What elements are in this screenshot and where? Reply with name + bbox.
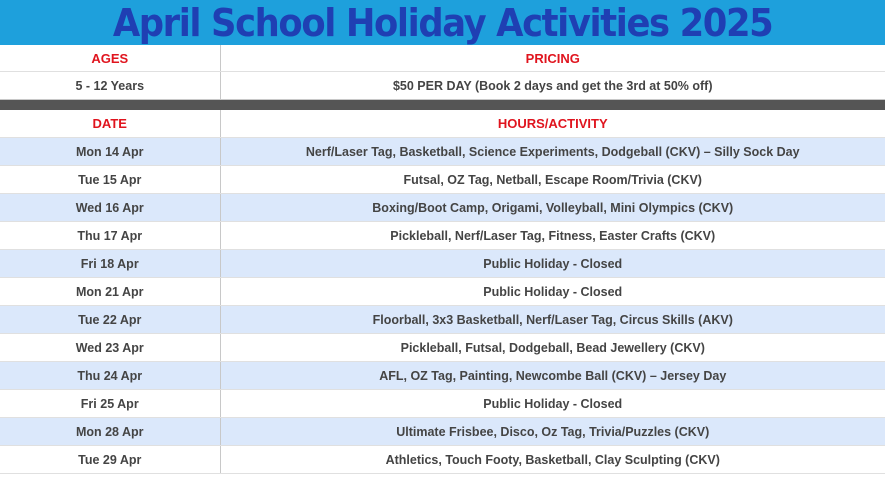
date-cell: Wed 23 Apr xyxy=(0,334,220,362)
activity-cell: Public Holiday - Closed xyxy=(220,250,885,278)
table-row xyxy=(0,418,885,446)
schedule-body xyxy=(0,138,885,474)
title-banner xyxy=(0,0,885,45)
activity-cell: Pickleball, Nerf/Laser Tag, Fitness, Easter Crafts (CKV) xyxy=(220,222,885,250)
table-row xyxy=(0,250,885,278)
pricing-header: PRICING xyxy=(220,45,885,72)
info-table xyxy=(0,45,885,100)
activity-cell: Floorball, 3x3 Basketball, Nerf/Laser Tag, Circus Skills (AKV) xyxy=(220,306,885,334)
table-row xyxy=(0,222,885,250)
schedule-table xyxy=(0,110,885,474)
date-cell: Mon 14 Apr xyxy=(0,138,220,166)
activity-cell: Public Holiday - Closed xyxy=(220,390,885,418)
date-cell: Tue 15 Apr xyxy=(0,166,220,194)
page-title: April School Holiday Activities 2025 xyxy=(112,0,773,45)
table-row xyxy=(0,334,885,362)
info-header-row xyxy=(0,45,885,72)
date-cell: Thu 17 Apr xyxy=(0,222,220,250)
activity-cell: AFL, OZ Tag, Painting, Newcombe Ball (CKV) – Jersey Day xyxy=(220,362,885,390)
table-row xyxy=(0,166,885,194)
date-cell: Thu 24 Apr xyxy=(0,362,220,390)
table-row xyxy=(0,306,885,334)
activity-header: HOURS/ACTIVITY xyxy=(220,110,885,138)
table-row xyxy=(0,390,885,418)
table-row xyxy=(0,278,885,306)
date-header: DATE xyxy=(0,110,220,138)
date-cell: Fri 18 Apr xyxy=(0,250,220,278)
schedule-header-row xyxy=(0,110,885,138)
section-divider xyxy=(0,100,885,110)
date-cell: Mon 28 Apr xyxy=(0,418,220,446)
activity-cell: Public Holiday - Closed xyxy=(220,278,885,306)
pricing-value: $50 PER DAY (Book 2 days and get the 3rd at 50% off) xyxy=(220,72,885,100)
table-row xyxy=(0,446,885,474)
date-cell: Tue 29 Apr xyxy=(0,446,220,474)
activity-cell: Pickleball, Futsal, Dodgeball, Bead Jewellery (CKV) xyxy=(220,334,885,362)
table-row xyxy=(0,362,885,390)
ages-header: AGES xyxy=(0,45,220,72)
activity-cell: Nerf/Laser Tag, Basketball, Science Experiments, Dodgeball (CKV) – Silly Sock Day xyxy=(220,138,885,166)
activity-cell: Futsal, OZ Tag, Netball, Escape Room/Trivia (CKV) xyxy=(220,166,885,194)
date-cell: Tue 22 Apr xyxy=(0,306,220,334)
activity-cell: Athletics, Touch Footy, Basketball, Clay Sculpting (CKV) xyxy=(220,446,885,474)
table-row xyxy=(0,138,885,166)
date-cell: Fri 25 Apr xyxy=(0,390,220,418)
activity-cell: Boxing/Boot Camp, Origami, Volleyball, Mini Olympics (CKV) xyxy=(220,194,885,222)
ages-value: 5 - 12 Years xyxy=(0,72,220,100)
date-cell: Mon 21 Apr xyxy=(0,278,220,306)
table-row xyxy=(0,194,885,222)
activity-cell: Ultimate Frisbee, Disco, Oz Tag, Trivia/Puzzles (CKV) xyxy=(220,418,885,446)
info-row xyxy=(0,72,885,100)
date-cell: Wed 16 Apr xyxy=(0,194,220,222)
